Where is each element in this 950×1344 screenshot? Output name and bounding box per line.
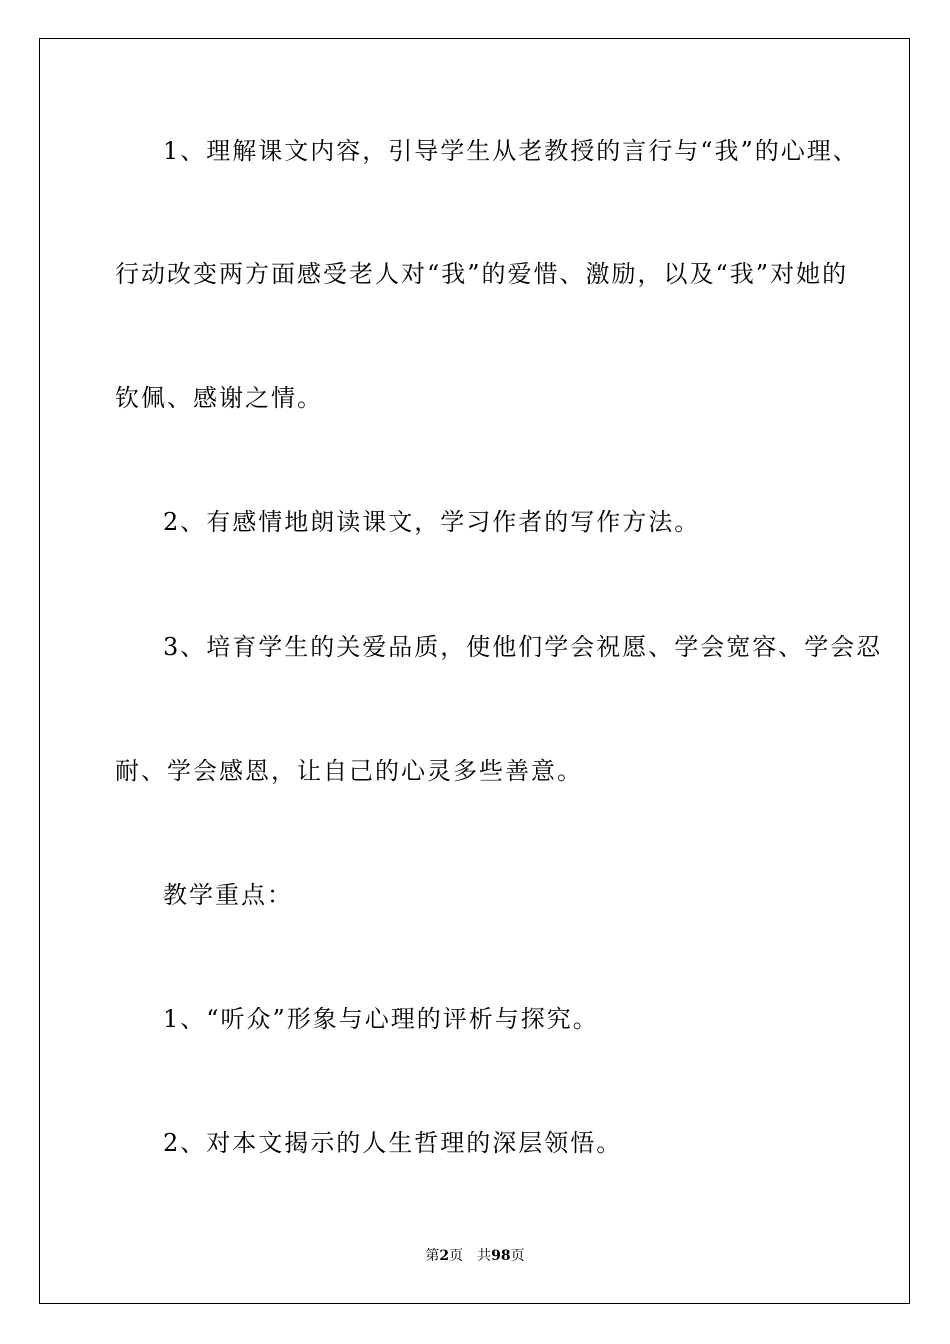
key-point-1: 1、“听众”形象与心理的评析与探究。 xyxy=(163,1005,599,1033)
footer-total-prefix: 共 xyxy=(477,1248,492,1264)
section-heading-key-points: 教学重点： xyxy=(163,881,293,909)
footer-page-prefix: 第 xyxy=(425,1248,440,1264)
footer-current-page: 2 xyxy=(439,1248,450,1264)
objective-3-line-1: 3、培育学生的关爱品质，使他们学会祝愿、学会宽容、学会忍 xyxy=(163,633,883,661)
key-point-2: 2、对本文揭示的人生哲理的深层领悟。 xyxy=(163,1129,623,1157)
objective-1-line-3: 钦佩、感谢之情。 xyxy=(115,384,323,412)
footer-total-suffix: 页 xyxy=(510,1248,525,1264)
objective-1-line-2: 行动改变两方面感受老人对“我”的爱惜、激励，以及“我”对她的 xyxy=(115,260,849,288)
footer-total-pages: 98 xyxy=(491,1248,511,1264)
footer-page-suffix: 页 xyxy=(449,1248,464,1264)
page-border xyxy=(39,38,910,1304)
objective-2: 2、有感情地朗读课文，学习作者的写作方法。 xyxy=(163,508,701,536)
objective-1-line-1: 1、理解课文内容，引导学生从老教授的言行与“我”的心理、 xyxy=(163,137,859,165)
objective-3-line-2: 耐、学会感恩，让自己的心灵多些善意。 xyxy=(115,757,583,785)
page-footer xyxy=(0,1247,950,1265)
